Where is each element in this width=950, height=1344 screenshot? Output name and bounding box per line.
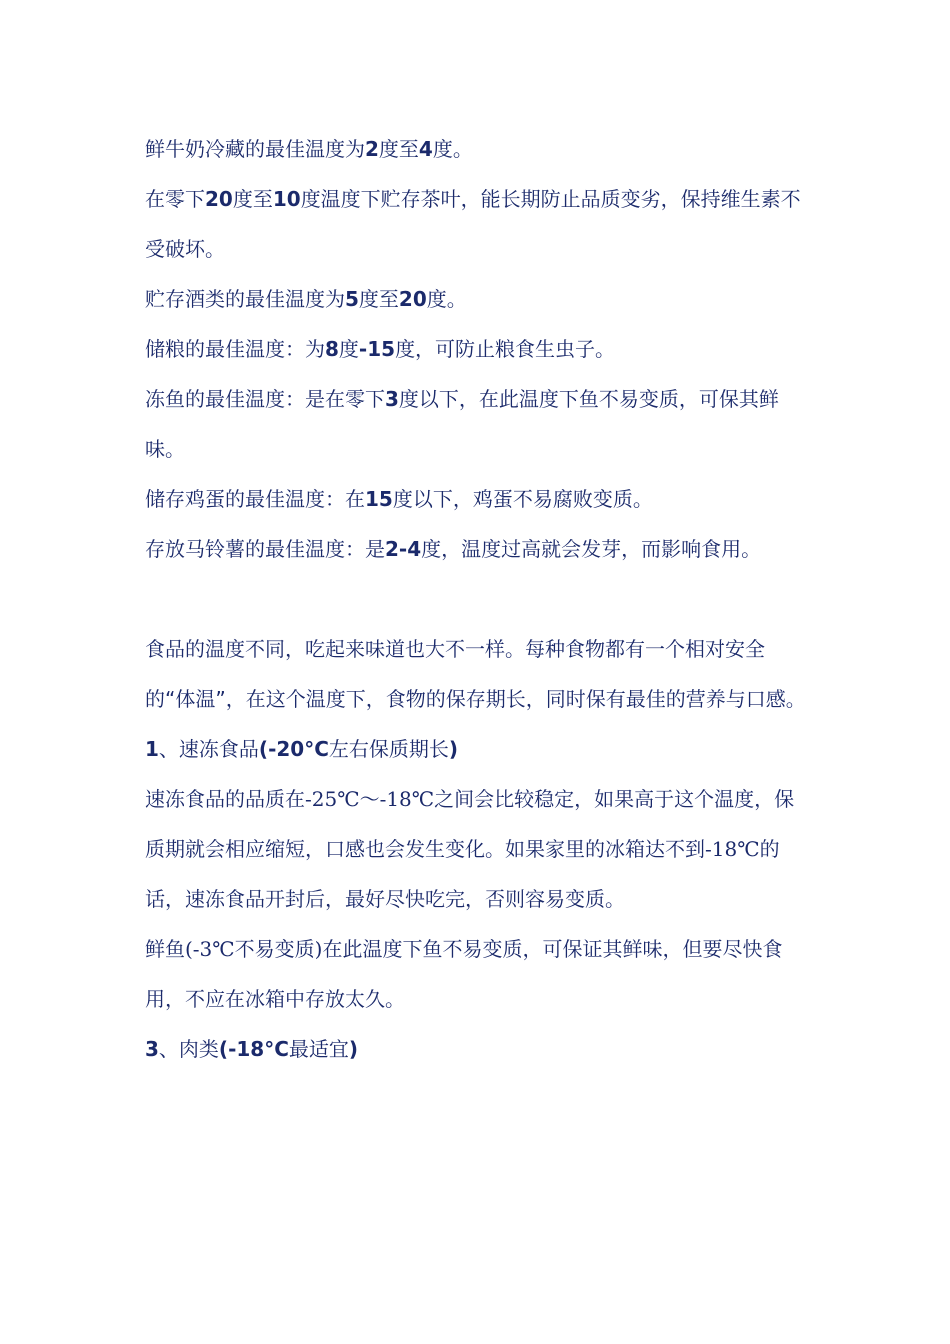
tea-text: 在零下	[145, 187, 205, 211]
potato-temp: 2-4	[385, 537, 422, 561]
heading-tail: 最适宜	[288, 1037, 349, 1061]
wine-text-3: 度。	[426, 287, 467, 311]
frozen-fish-temp: 3	[385, 387, 399, 411]
tea-temp-high: 10	[272, 187, 301, 211]
frozen-food-text-3: 的话，速冻食品开封后，最好尽快吃完，否则容易变质。	[145, 837, 780, 911]
wine-text-2: 度至	[358, 287, 399, 311]
fresh-fish-close: )	[314, 937, 323, 961]
frozen-food-text: 速冻食品的品质在	[145, 787, 305, 811]
document-body	[145, 124, 810, 1074]
milk-text-3: 度。	[432, 137, 473, 161]
fresh-fish-temp: (-3℃	[185, 937, 235, 961]
heading-text: 、肉类	[158, 1037, 219, 1061]
heading-close: )	[348, 1037, 359, 1061]
heading-temp: (-18°C	[218, 1037, 289, 1061]
heading-number: 3	[145, 1037, 159, 1061]
egg-temp: 15	[365, 487, 393, 511]
grain-text-3: 度，可防止粮食生虫子。	[395, 337, 616, 361]
fresh-fish-text-2: 不易变质	[234, 937, 315, 961]
egg-text: 储存鸡蛋的最佳温度：在	[145, 487, 365, 511]
grain-paragraph	[145, 324, 810, 374]
wine-temp-high: 20	[398, 287, 427, 311]
fresh-fish-text: 鲜鱼	[145, 937, 185, 961]
wine-paragraph	[145, 274, 810, 324]
grain-temp-high: -15	[358, 337, 396, 361]
frozen-food-temp: -18℃	[705, 837, 760, 861]
potato-text-2: 度，温度过高就会发芽，而影响食用。	[421, 537, 762, 561]
wine-text: 贮存酒类的最佳温度为	[145, 287, 345, 311]
wine-temp-low: 5	[345, 287, 359, 311]
tea-text-2: 度至	[232, 187, 273, 211]
section-heading-frozen-food	[145, 724, 810, 774]
tea-temp-low: 20	[205, 187, 233, 211]
heading-number: 1	[145, 737, 159, 761]
frozen-fish-paragraph	[145, 374, 810, 474]
grain-temp-low: 8	[325, 337, 339, 361]
milk-text-2: 度至	[378, 137, 419, 161]
tea-text-3: 度温度下贮存茶叶，能长期防止品质变劣，保持维生素不受破坏。	[145, 187, 801, 261]
tea-paragraph	[145, 174, 810, 274]
heading-temp: (-20°C	[258, 737, 329, 761]
milk-temp-low: 2	[365, 137, 379, 161]
frozen-fish-text: 冻鱼的最佳温度：是在零下	[145, 387, 385, 411]
intro-paragraph: 食品的温度不同，吃起来味道也大不一样。每种食物都有一个相对安全的“体温”，在这个温度下，食物的保存期长，同时保有最佳的营养与口感。	[145, 637, 806, 711]
frozen-food-paragraph	[145, 774, 810, 924]
potato-text: 存放马铃薯的最佳温度：是	[145, 537, 385, 561]
paragraph-gap	[145, 574, 810, 624]
milk-text: 鲜牛奶冷藏的最佳温度为	[145, 137, 365, 161]
fresh-fish-text-3: 在此温度下鱼不易变质，可保证其鲜味，但要尽快食用，不应在冰箱中存放太久。	[145, 937, 783, 1011]
heading-close: )	[448, 737, 459, 761]
frozen-food-text-2: 之间会比较稳定，如果高于这个温度，保质期就会相应缩短，口感也会发生变化。如果家里的冰箱达不到	[145, 787, 795, 861]
heading-text: 、速冻食品	[158, 737, 259, 761]
fresh-fish-paragraph	[145, 924, 810, 1024]
milk-paragraph	[145, 124, 810, 174]
frozen-food-range: -25℃～-18℃	[305, 787, 435, 811]
egg-text-2: 度以下，鸡蛋不易腐败变质。	[392, 487, 653, 511]
grain-text: 储粮的最佳温度：为	[145, 337, 325, 361]
egg-paragraph	[145, 474, 810, 524]
frozen-fish-text-2: 度以下，在此温度下鱼不易变质，可保其鲜味。	[145, 387, 779, 461]
grain-text-2: 度	[338, 337, 359, 361]
milk-temp-high: 4	[418, 137, 433, 161]
potato-paragraph	[145, 524, 810, 574]
section-heading-meat	[145, 1024, 810, 1074]
heading-tail: 左右保质期长	[328, 737, 449, 761]
